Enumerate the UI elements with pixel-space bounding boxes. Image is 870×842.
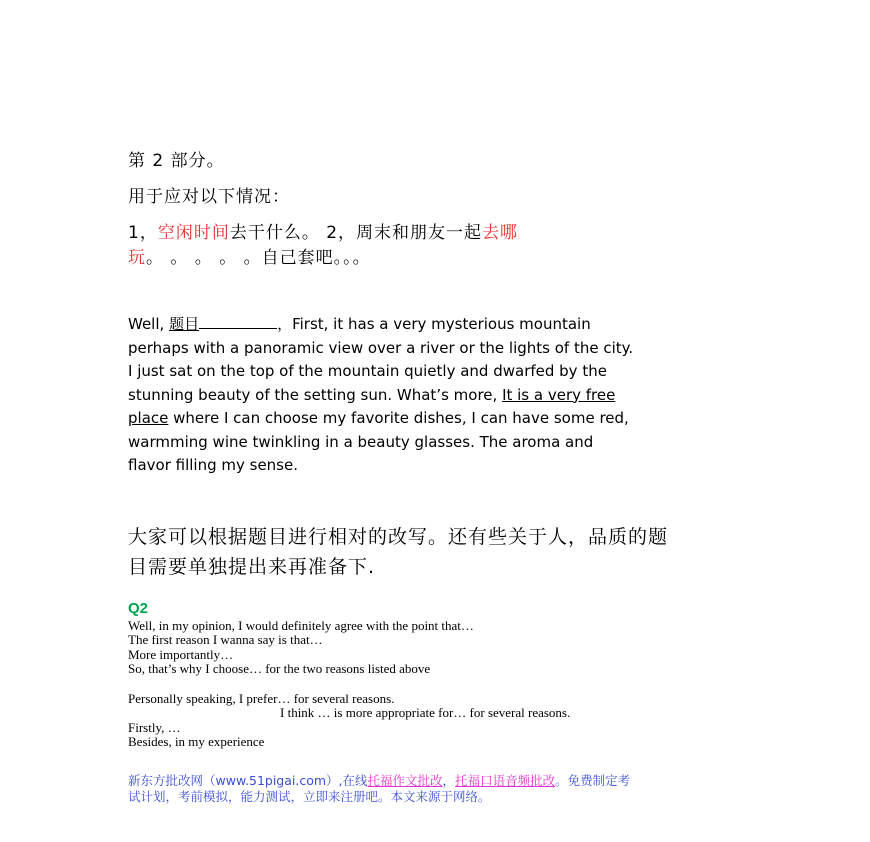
speaking-correction-link[interactable]: 托福口语音频批改 (455, 773, 556, 788)
footer-note (128, 773, 630, 805)
advice-line-1: 大家可以根据题目进行相对的改写。还有些关于人，品质的题 (128, 526, 669, 548)
advice-line-2: 目需要单独提出来再准备下. (128, 556, 376, 578)
sample-line-5-underlined: place (128, 409, 169, 427)
footer-text-2: 。免费制定考 (555, 773, 631, 788)
q2-template-b (128, 692, 570, 749)
footer-line-1 (128, 773, 630, 789)
sample-line-4-underlined: It is a very free (502, 385, 616, 404)
footer-line-2: 试计划，考前模拟，能力测试，立即来注册吧。本文来源于网络。 (128, 789, 491, 804)
q2-line: Personally speaking, I prefer… for several reasons. (128, 691, 395, 706)
usage-intro: 用于应对以下情况： (128, 187, 290, 207)
situation-2-highlight: 去哪 (482, 223, 519, 243)
q2-line: Well, in my opinion, I would definitely agree with the point that… (128, 618, 474, 633)
situations-tail: 。 。 。 。 。自己套吧。。。 (146, 248, 371, 268)
topic-blank (199, 327, 277, 329)
sample-line-1 (128, 313, 633, 337)
sample-line-4 (128, 384, 633, 408)
situations-line-1 (128, 218, 518, 243)
sample-line-6: warmming wine twinkling in a beauty glasses. The aroma and (128, 432, 594, 451)
situation-2-text: 周末和朋友一起 (356, 223, 483, 243)
sample-line-3: I just sat on the top of the mountain quietly and dwarfed by the (128, 362, 607, 380)
q2-line: Firstly, … (128, 719, 181, 735)
sample-line-5-rest: where I can choose my favorite dishes, I can have some red, (168, 409, 629, 427)
advice-paragraph (128, 522, 668, 582)
q2-line: Besides, in my experience (128, 733, 265, 749)
situation-1-number: 1， (128, 223, 158, 243)
q2-template-a (128, 619, 474, 676)
situation-2-number: 2， (326, 223, 357, 243)
sample-answer (128, 313, 633, 478)
situation-1-text: 去干什么。 (229, 223, 320, 243)
q2-line: I think … is more appropriate for… for several reasons. (280, 705, 571, 721)
sample-line-7: flavor filling my sense. (128, 456, 298, 474)
section-title: 第 2 部分。 (128, 151, 225, 171)
q2-label: Q2 (128, 600, 149, 617)
sample-line-5 (128, 407, 633, 431)
sample-after-topic: ，First, it has a very mysterious mountain (277, 315, 591, 333)
situation-2-highlight-cont: 玩 (128, 248, 146, 268)
footer-text: 新东方批改网（www.51pigai.com）,在线 (128, 773, 368, 788)
sample-line-4-start: stunning beauty of the setting sun. What’s more, (128, 385, 503, 404)
q2-line: The first reason I wanna say is that… (128, 632, 323, 648)
situations-line-2 (128, 243, 371, 268)
situation-1-highlight: 空闲时间 (157, 223, 230, 243)
sample-line-2: perhaps with a panoramic view over a river or the lights of the city. (128, 338, 634, 357)
q2-line: So, that’s why I choose… for the two reasons listed above (128, 660, 431, 676)
topic-placeholder: 题目 (169, 315, 200, 333)
footer-separator: ， (442, 773, 456, 788)
sample-well: Well, (128, 315, 170, 333)
essay-correction-link[interactable]: 托福作文批改 (367, 773, 443, 788)
q2-line: More importantly… (128, 646, 234, 662)
